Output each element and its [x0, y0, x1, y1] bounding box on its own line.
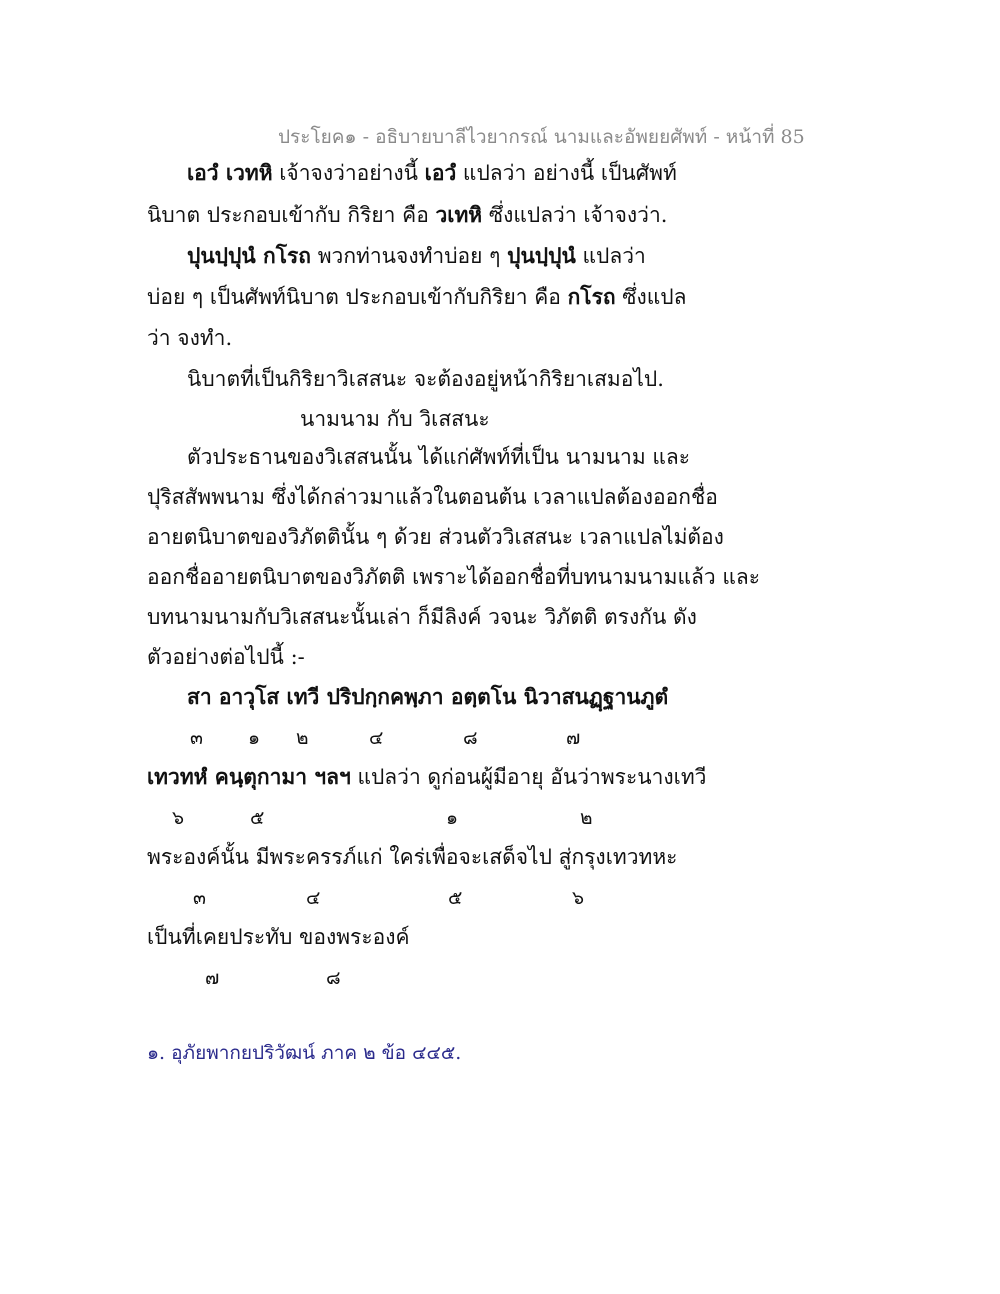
section-heading: นามนาม กับ วิเสสนะ: [300, 407, 490, 431]
word-order-number: ๒: [296, 727, 309, 749]
pali-term: เอวํ เวทหิ: [187, 160, 273, 185]
pali-term: กโรถ: [567, 284, 616, 309]
pali-term: เทวทหํ คนฺตุกามา ฯลฯ: [147, 764, 351, 789]
word-order-number: ๘: [463, 727, 478, 749]
word-order-number: ๑: [446, 807, 459, 829]
pali-term: ปุนปฺปุนํ กโรถ: [187, 243, 312, 268]
word-order-number: ๖: [572, 887, 585, 909]
paragraph-1-line-1: [187, 158, 677, 188]
text: พวกท่านจงทำบ่อย ๆ: [311, 244, 508, 268]
word-order-number: ๕: [448, 887, 463, 909]
word-order-number: ๓: [193, 887, 206, 909]
paragraph-4-line-6: ตัวอย่างต่อไปนี้ :-: [147, 645, 305, 669]
paragraph-2-line-1: [187, 241, 646, 271]
example-line-2: [147, 762, 706, 792]
pali-term: ปุนปฺปุนํ: [507, 243, 576, 268]
text: นิบาต ประกอบเข้ากับ กิริยา คือ: [147, 203, 436, 227]
word-order-number: ๓: [190, 727, 203, 749]
example-pali-line-1: สา อาวุโส เทวี ปริปกฺกคพฺภา อตฺตโน นิวาสนฏฺฐานภูตํ: [187, 684, 669, 709]
paragraph-3: นิบาตที่เป็นกิริยาวิเสสนะ จะต้องอยู่หน้ากิริยาเสมอไป.: [187, 367, 664, 391]
paragraph-1-line-2: [147, 200, 667, 230]
text: ซึ่งแปล: [615, 285, 687, 309]
word-order-number: ๔: [369, 727, 384, 749]
paragraph-2-line-3: ว่า จงทำ.: [147, 326, 233, 350]
paragraph-4-line-5: บทนามนามกับวิเสสนะนั้นเล่า ก็มีลิงค์ วจนะ วิภัตติ ตรงกัน ดัง: [147, 605, 697, 629]
text: แปลว่า ดูก่อนผู้มีอายุ อันว่าพระนางเทวี: [350, 765, 707, 789]
text: แปลว่า อย่างนี้ เป็นศัพท์: [456, 161, 677, 185]
running-header: ประโยค๑ - อธิบายบาลีไวยากรณ์ นามและอัพยยศัพท์ - หน้าที่ 85: [278, 126, 805, 148]
text: บ่อย ๆ เป็นศัพท์นิบาต ประกอบเข้ากับกิริยา คือ: [147, 285, 568, 309]
word-order-number: ๔: [306, 887, 321, 909]
text: ซึ่งแปลว่า เจ้าจงว่า.: [482, 203, 668, 227]
paragraph-4-line-4: ออกชื่ออายตนิบาตของวิภัตติ เพราะได้ออกชื่อที่บทนามนามแล้ว และ: [147, 565, 760, 589]
paragraph-4-line-3: อายตนิบาตของวิภัตตินั้น ๆ ด้วย ส่วนตัววิเสสนะ เวลาแปลไม่ต้อง: [147, 525, 724, 549]
word-order-number: ๒: [580, 807, 593, 829]
paragraph-4-line-1: ตัวประธานของวิเสสนนั้น ได้แก่ศัพท์ที่เป็น นามนาม และ: [187, 445, 691, 469]
word-order-number: ๖: [172, 807, 185, 829]
word-order-number: ๑: [248, 727, 261, 749]
paragraph-4-line-2: ปุริสสัพพนาม ซึ่งได้กล่าวมาแล้วในตอนต้น เวลาแปลต้องออกชื่อ: [147, 485, 718, 509]
example-line-4: เป็นที่เคยประทับ ของพระองค์: [147, 925, 410, 949]
word-order-number: ๕: [250, 807, 265, 829]
pali-term: เอวํ: [424, 160, 457, 185]
paragraph-2-line-2: [147, 282, 687, 312]
word-order-number: ๗: [566, 727, 581, 749]
word-order-number: ๘: [326, 967, 341, 989]
text: แปลว่า: [575, 244, 646, 268]
text: เจ้าจงว่าอย่างนี้: [272, 161, 425, 185]
footnote: ๑. อุภัยพากยปริวัฒน์ ภาค ๒ ข้อ ๔๔๕.: [147, 1042, 462, 1064]
word-order-number: ๗: [205, 967, 220, 989]
example-line-3: พระองค์นั้น มีพระครรภ์แก่ ใคร่เพื่อจะเสด็จไป สู่กรุงเทวทหะ: [147, 845, 678, 869]
pali-term: วเทหิ: [435, 202, 483, 227]
